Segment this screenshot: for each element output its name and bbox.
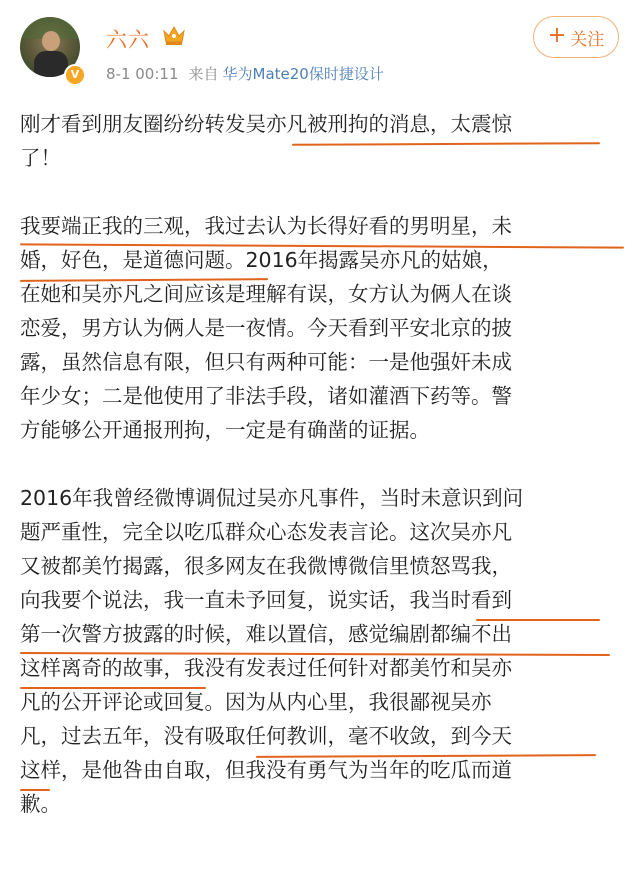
follow-button[interactable] <box>533 16 619 58</box>
avatar-body <box>34 51 68 77</box>
text-line: 我要端正我的三观，我过去认为长得好看的男明星，未 <box>20 214 512 238</box>
text-line: 这样，是他咎由自取，但我没有勇气为当年的吃瓜而道 <box>20 758 512 782</box>
post-meta <box>106 63 384 84</box>
text-line: 歉。 <box>20 792 61 816</box>
post-body <box>20 107 624 821</box>
text-line: 第一次警方披露的时候，难以置信，感觉编剧都编不出 <box>20 622 512 646</box>
text-line: 婚，好色，是道德问题。2016年揭露吴亦凡的姑娘， <box>20 248 503 272</box>
text-line: 向我要个说法，我一直未予回复，说实话，我当时看到 <box>20 588 512 612</box>
source-prefix: 来自 <box>188 65 219 83</box>
post-time: 8-1 00:11 <box>106 65 179 83</box>
text-line: 题严重性，完全以吃瓜群众心态发表言论。这次吴亦凡 <box>20 520 512 544</box>
text-line: 了！ <box>20 146 61 170</box>
verified-v-icon: V <box>64 64 86 86</box>
text-line: 恋爱，男方认为俩人是一夜情。今天看到平安北京的披 <box>20 316 512 340</box>
source-link[interactable]: 华为Mate20保时捷设计 <box>222 65 384 83</box>
paragraph-gap <box>20 175 624 209</box>
follow-label: 关注 <box>570 29 605 50</box>
highlight-underline <box>20 789 50 791</box>
text-line: 方能够公开通报刑拘，一定是有确凿的证据。 <box>20 418 430 442</box>
text-line: 凡的公开评论或回复。因为从内心里，我很鄙视吴亦 <box>20 690 492 714</box>
text-line: 又被都美竹揭露，很多网友在我微博微信里愤怒骂我， <box>20 554 512 578</box>
plus-icon: + <box>547 23 567 48</box>
highlight-underline <box>476 619 600 621</box>
avatar-face <box>42 31 60 51</box>
highlight-underline <box>20 687 206 689</box>
text-line: 这样离奇的故事，我没有发表过任何针对都美竹和吴亦 <box>20 656 512 680</box>
paragraph-gap <box>20 447 624 481</box>
text-line: 刚才看到朋友圈纷纷转发吴亦凡被刑拘的消息，太震惊 <box>20 112 512 136</box>
text-line: 露，虽然信息有限，但只有两种可能：一是他强奸未成 <box>20 350 512 374</box>
text-line: 凡，过去五年，没有吸取任何教训，毫不收敛，到今天 <box>20 724 512 748</box>
post-header <box>0 0 640 100</box>
text-line: 在她和吴亦凡之间应该是理解有误，女方认为俩人在谈 <box>20 282 512 306</box>
username[interactable]: 六六 <box>106 28 150 52</box>
crown-icon[interactable] <box>162 24 186 46</box>
text-line: 年少女；二是他使用了非法手段，诸如灌酒下药等。警 <box>20 384 512 408</box>
text-line: 2016年我曾经微博调侃过吴亦凡事件，当时未意识到问 <box>20 486 524 510</box>
